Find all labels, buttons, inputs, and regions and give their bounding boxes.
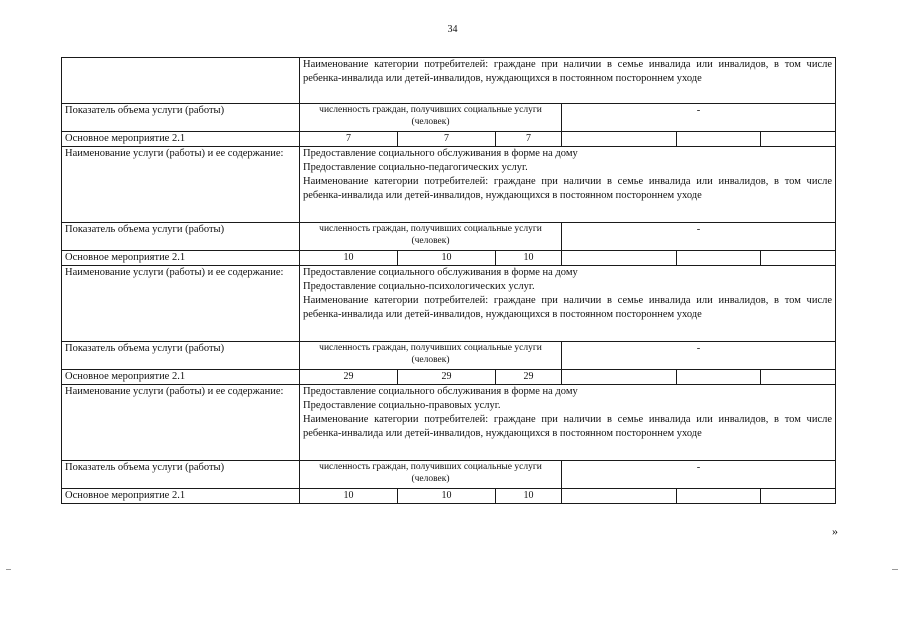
indicator-label: Показатель объема услуги (работы) xyxy=(62,461,300,489)
event-value-cell: 29 xyxy=(496,370,562,385)
service-description-line: Предоставление социального обслуживания в форме на дому xyxy=(303,267,578,278)
empty-value-cell xyxy=(562,251,677,266)
page-edge-mark-left xyxy=(6,569,11,570)
indicator-row xyxy=(62,223,836,251)
services-table xyxy=(61,57,836,504)
indicator-unit: численность граждан, получивших социальные услуги (человек) xyxy=(300,461,562,489)
service-description-line: Предоставление социально-правовых услуг. xyxy=(303,400,501,411)
page-number: 34 xyxy=(447,24,458,35)
empty-value-cell xyxy=(761,370,836,385)
event-label: Основное мероприятие 2.1 xyxy=(62,251,300,266)
event-value-cell: 7 xyxy=(496,132,562,147)
empty-value-cell xyxy=(562,370,677,385)
service-description xyxy=(300,147,836,223)
empty-value-cell xyxy=(761,251,836,266)
service-description-line: Наименование категории потребителей: граждане при наличии в семье инвалида или инвалидов, в том числе ребенка-инвалида или детей-инвалидов, нуждающихся в постоянном постороннем уходе xyxy=(303,59,833,84)
indicator-dash: - xyxy=(562,104,836,132)
event-values-row xyxy=(62,489,836,504)
service-description-line: Предоставление социального обслуживания в форме на дому xyxy=(303,386,578,397)
empty-value-cell xyxy=(677,489,761,504)
event-values-row xyxy=(62,251,836,266)
event-label: Основное мероприятие 2.1 xyxy=(62,132,300,147)
service-description-line: Наименование категории потребителей: граждане при наличии в семье инвалида или инвалидов, в том числе ребенка-инвалида или детей-инвалидов, нуждающихся в постоянном постороннем уходе xyxy=(303,176,833,201)
service-name-label: Наименование услуги (работы) и ее содержание: xyxy=(62,385,300,461)
event-value-cell: 10 xyxy=(496,251,562,266)
event-values-row xyxy=(62,132,836,147)
service-description-line: Наименование категории потребителей: граждане при наличии в семье инвалида или инвалидов, в том числе ребенка-инвалида или детей-инвалидов, нуждающихся в постоянном постороннем уходе xyxy=(303,414,833,439)
indicator-unit: численность граждан, получивших социальные услуги (человек) xyxy=(300,342,562,370)
empty-value-cell xyxy=(562,132,677,147)
service-description xyxy=(300,266,836,342)
service-description-line: Предоставление социального обслуживания в форме на дому xyxy=(303,148,578,159)
closing-quote: » xyxy=(832,524,838,538)
indicator-unit: численность граждан, получивших социальные услуги (человек) xyxy=(300,223,562,251)
service-description-row xyxy=(62,266,836,342)
empty-value-cell xyxy=(677,132,761,147)
event-value-cell: 29 xyxy=(300,370,398,385)
event-value-cell: 10 xyxy=(300,251,398,266)
indicator-label: Показатель объема услуги (работы) xyxy=(62,342,300,370)
empty-value-cell xyxy=(677,251,761,266)
empty-value-cell xyxy=(677,370,761,385)
service-description-line: Наименование категории потребителей: граждане при наличии в семье инвалида или инвалидов, в том числе ребенка-инвалида или детей-инвалидов, нуждающихся в постоянном постороннем уходе xyxy=(303,295,833,320)
service-description-row xyxy=(62,58,836,104)
empty-value-cell xyxy=(562,489,677,504)
event-value-cell: 7 xyxy=(398,132,496,147)
indicator-row xyxy=(62,461,836,489)
indicator-dash: - xyxy=(562,342,836,370)
event-value-cell: 29 xyxy=(398,370,496,385)
service-description-row xyxy=(62,385,836,461)
event-value-cell: 10 xyxy=(398,251,496,266)
indicator-row xyxy=(62,342,836,370)
event-value-cell: 10 xyxy=(398,489,496,504)
event-value-cell: 7 xyxy=(300,132,398,147)
event-values-row xyxy=(62,370,836,385)
indicator-label: Показатель объема услуги (работы) xyxy=(62,223,300,251)
service-name-label: Наименование услуги (работы) и ее содержание: xyxy=(62,147,300,223)
event-value-cell: 10 xyxy=(300,489,398,504)
service-description xyxy=(300,58,836,104)
event-label: Основное мероприятие 2.1 xyxy=(62,489,300,504)
event-value-cell: 10 xyxy=(496,489,562,504)
indicator-dash: - xyxy=(562,461,836,489)
indicator-dash: - xyxy=(562,223,836,251)
empty-value-cell xyxy=(761,132,836,147)
service-description-line: Предоставление социально-педагогических услуг. xyxy=(303,162,528,173)
service-description-line: Предоставление социально-психологических услуг. xyxy=(303,281,535,292)
indicator-unit: численность граждан, получивших социальные услуги (человек) xyxy=(300,104,562,132)
service-description xyxy=(300,385,836,461)
service-name-label xyxy=(62,58,300,104)
indicator-label: Показатель объема услуги (работы) xyxy=(62,104,300,132)
service-name-label: Наименование услуги (работы) и ее содержание: xyxy=(62,266,300,342)
empty-value-cell xyxy=(761,489,836,504)
event-label: Основное мероприятие 2.1 xyxy=(62,370,300,385)
page-edge-mark-right xyxy=(892,569,898,570)
service-description-row xyxy=(62,147,836,223)
indicator-row xyxy=(62,104,836,132)
